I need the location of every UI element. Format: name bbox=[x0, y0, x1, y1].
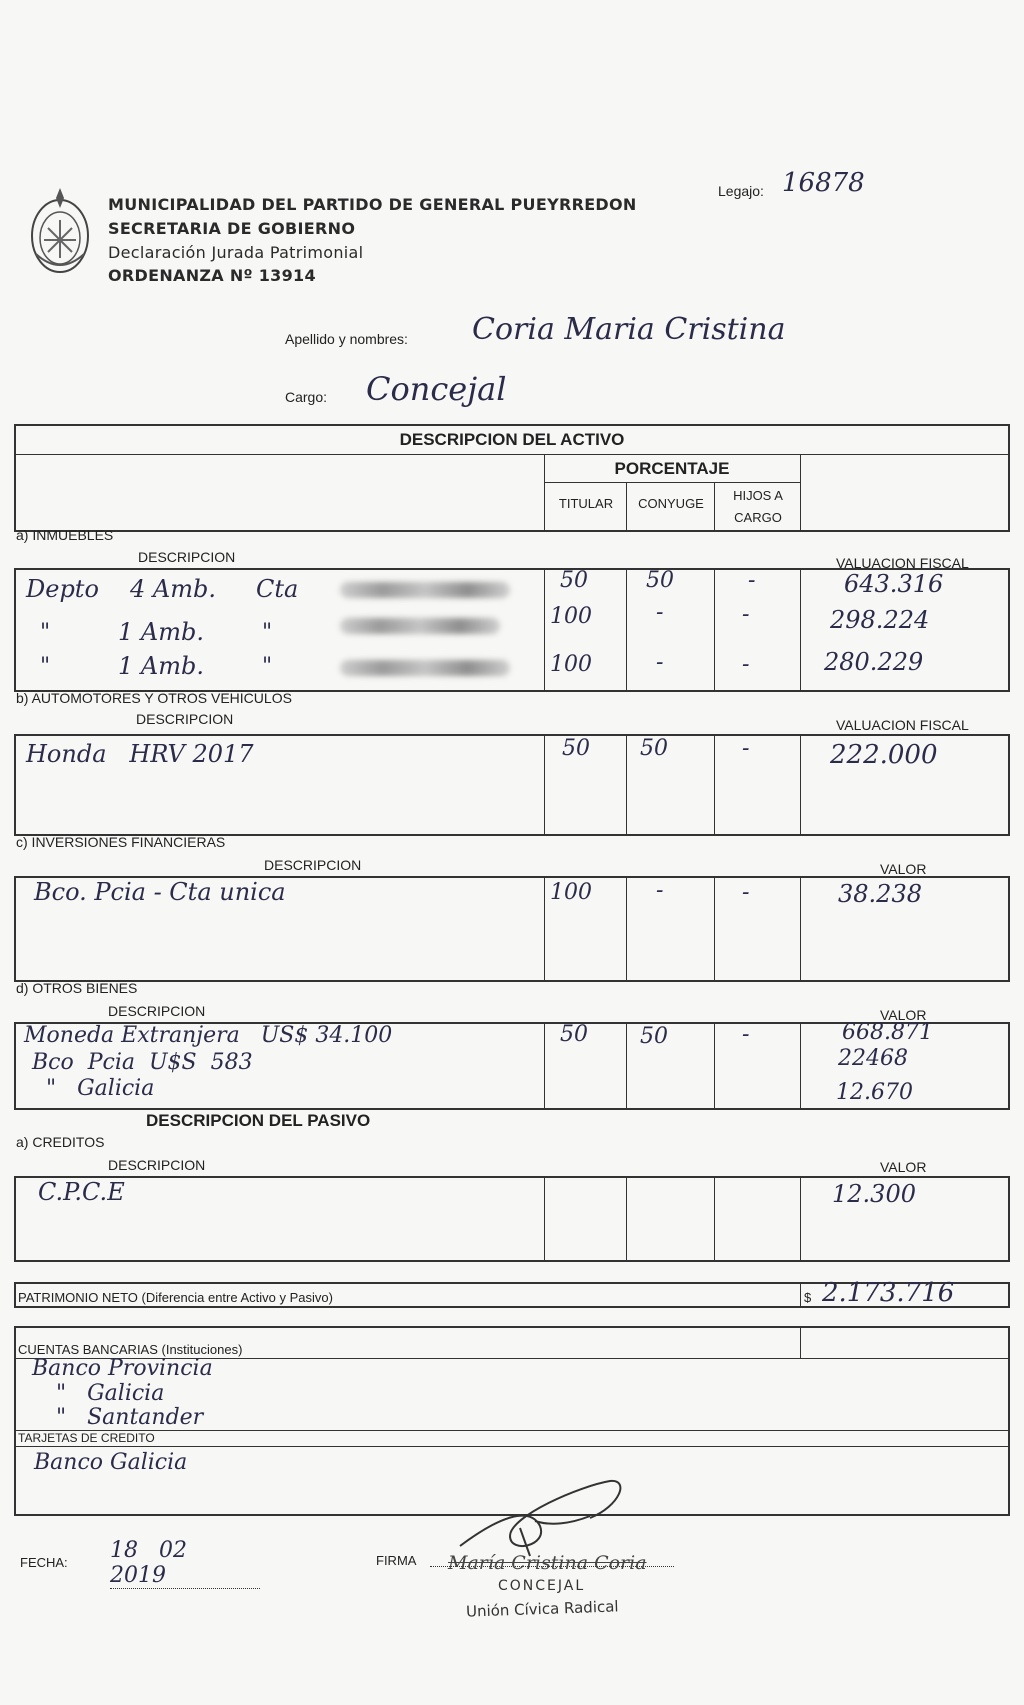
col-titular: TITULAR bbox=[558, 496, 614, 511]
inmueble-2-titular: 100 bbox=[550, 604, 592, 629]
inmueble-3-hijos: - bbox=[742, 652, 750, 677]
fecha-value: 18 02 2019 bbox=[110, 1538, 260, 1589]
activo-title: DESCRIPCION DEL ACTIVO bbox=[399, 430, 625, 449]
patrimonio-label: PATRIMONIO NETO (Diferencia entre Activo y Pasivo) bbox=[18, 1290, 333, 1305]
fecha-label: FECHA: bbox=[20, 1555, 68, 1570]
automotores-title: b) AUTOMOTORES Y OTROS VEHICULOS bbox=[16, 690, 292, 706]
otros-valor-2: 22468 bbox=[838, 1046, 908, 1071]
inmueble-2-c2: 1 Amb. bbox=[118, 618, 204, 646]
col-conyuge: CONYUGE bbox=[638, 496, 704, 511]
otros-hijos: - bbox=[742, 1022, 750, 1047]
inmueble-3-c2: 1 Amb. bbox=[118, 652, 204, 680]
inmueble-3-c1: " bbox=[40, 654, 51, 679]
otros-valor-3: 12.670 bbox=[836, 1080, 913, 1105]
stamp-name: María Cristina Coria bbox=[448, 1552, 647, 1574]
inversiones-value-label: VALOR bbox=[880, 861, 927, 877]
redacted-mark bbox=[340, 582, 510, 598]
firma-label: FIRMA bbox=[376, 1553, 417, 1568]
inversion-1-conyuge: - bbox=[656, 878, 664, 903]
inmuebles-title: a) INMUEBLES bbox=[16, 527, 114, 543]
inversion-1-titular: 100 bbox=[550, 880, 592, 905]
otros-row-2-desc: Bco Pcia U$S 583 bbox=[32, 1050, 253, 1075]
cuenta-item-2: " Galicia bbox=[56, 1381, 165, 1406]
inmueble-1-c3: Cta bbox=[256, 575, 299, 603]
automotor-1-hijos: - bbox=[742, 736, 750, 761]
inmuebles-value-label: VALUACION FISCAL bbox=[836, 555, 969, 571]
redacted-mark bbox=[340, 618, 500, 634]
credito-1-desc: C.P.C.E bbox=[38, 1178, 125, 1206]
otros-desc-label: DESCRIPCION bbox=[108, 1003, 206, 1019]
name-value: Coria Maria Cristina bbox=[472, 312, 786, 347]
creditos-value-label: VALOR bbox=[880, 1159, 927, 1175]
creditos-desc-label: DESCRIPCION bbox=[108, 1157, 206, 1173]
inmueble-1-c1: Depto bbox=[26, 575, 99, 603]
inmueble-3-titular: 100 bbox=[550, 652, 592, 677]
municipal-seal-icon bbox=[26, 184, 94, 276]
col-hijos-1: HIJOS A bbox=[733, 488, 783, 503]
inversiones-title: c) INVERSIONES FINANCIERAS bbox=[16, 834, 226, 850]
cuenta-item-1: Banco Provincia bbox=[32, 1356, 213, 1381]
inmueble-2-c1: " bbox=[40, 620, 51, 645]
inmueble-2-valor: 298.224 bbox=[830, 606, 930, 634]
credito-1-valor: 12.300 bbox=[832, 1180, 916, 1208]
otros-row-3-desc: " Galicia bbox=[46, 1076, 155, 1101]
otros-value-label: VALOR bbox=[880, 1007, 927, 1023]
inversiones-desc-label: DESCRIPCION bbox=[264, 857, 362, 873]
creditos-title: a) CREDITOS bbox=[16, 1134, 105, 1150]
header-municipality: MUNICIPALIDAD DEL PARTIDO DE GENERAL PUEYRREDON bbox=[108, 195, 637, 214]
inmueble-1-valor: 643.316 bbox=[844, 570, 944, 598]
automotor-1-desc: Honda HRV 2017 bbox=[26, 740, 254, 768]
inmueble-2-conyuge: - bbox=[656, 600, 664, 625]
stamp-role: CONCEJAL bbox=[498, 1578, 586, 1594]
automotor-1-titular: 50 bbox=[562, 736, 590, 761]
otros-row-1-desc: Moneda Extranjera US$ 34.100 bbox=[24, 1023, 393, 1048]
inmueble-1-hijos: - bbox=[748, 568, 756, 593]
header-secretaria: SECRETARIA DE GOBIERNO bbox=[108, 219, 356, 238]
inmueble-1-titular: 50 bbox=[560, 568, 588, 593]
patrimonio-value: 2.173.716 bbox=[822, 1278, 955, 1308]
cargo-value: Concejal bbox=[366, 370, 507, 408]
header-ordenanza: ORDENANZA Nº 13914 bbox=[108, 266, 316, 285]
inversion-1-hijos: - bbox=[742, 880, 750, 905]
inversion-1-desc: Bco. Pcia - Cta unica bbox=[34, 878, 286, 906]
inversion-1-valor: 38.238 bbox=[838, 880, 922, 908]
inmueble-2-c3: " bbox=[262, 620, 273, 645]
legajo-label: Legajo: bbox=[718, 183, 764, 199]
legajo-value: 16878 bbox=[782, 168, 865, 198]
porcentaje-label: PORCENTAJE bbox=[614, 459, 730, 478]
patrimonio-currency: $ bbox=[804, 1290, 812, 1305]
inmueble-3-conyuge: - bbox=[656, 650, 664, 675]
inmueble-3-c3: " bbox=[262, 654, 273, 679]
otros-title: d) OTROS BIENES bbox=[16, 980, 138, 996]
cuentas-label: CUENTAS BANCARIAS (Instituciones) bbox=[18, 1342, 243, 1357]
name-label: Apellido y nombres: bbox=[285, 331, 408, 347]
inmueble-3-valor: 280.229 bbox=[824, 648, 924, 676]
inmueble-2-hijos: - bbox=[742, 602, 750, 627]
pasivo-title: DESCRIPCION DEL PASIVO bbox=[146, 1111, 371, 1130]
col-hijos-2: CARGO bbox=[734, 510, 782, 525]
tarjetas-label: TARJETAS DE CREDITO bbox=[18, 1431, 155, 1445]
cargo-label: Cargo: bbox=[285, 389, 328, 405]
otros-titular: 50 bbox=[560, 1022, 588, 1047]
tarjetas-value: Banco Galicia bbox=[34, 1450, 188, 1475]
automotor-1-valor: 222.000 bbox=[830, 740, 938, 770]
inmueble-1-c2: 4 Amb. bbox=[130, 575, 216, 603]
automotor-1-conyuge: 50 bbox=[640, 736, 668, 761]
redacted-mark bbox=[340, 660, 510, 676]
automotores-value-label: VALUACION FISCAL bbox=[836, 717, 969, 733]
otros-valor-1: 668.871 bbox=[842, 1020, 933, 1045]
header-declaracion: Declaración Jurada Patrimonial bbox=[108, 243, 364, 262]
automotores-desc-label: DESCRIPCION bbox=[136, 711, 234, 727]
stamp-party: Unión Cívica Radical bbox=[465, 1597, 619, 1621]
cuenta-item-3: " Santander bbox=[56, 1405, 204, 1430]
otros-conyuge: 50 bbox=[640, 1024, 668, 1049]
inmueble-1-conyuge: 50 bbox=[646, 568, 674, 593]
inmuebles-desc-label: DESCRIPCION bbox=[138, 549, 236, 565]
